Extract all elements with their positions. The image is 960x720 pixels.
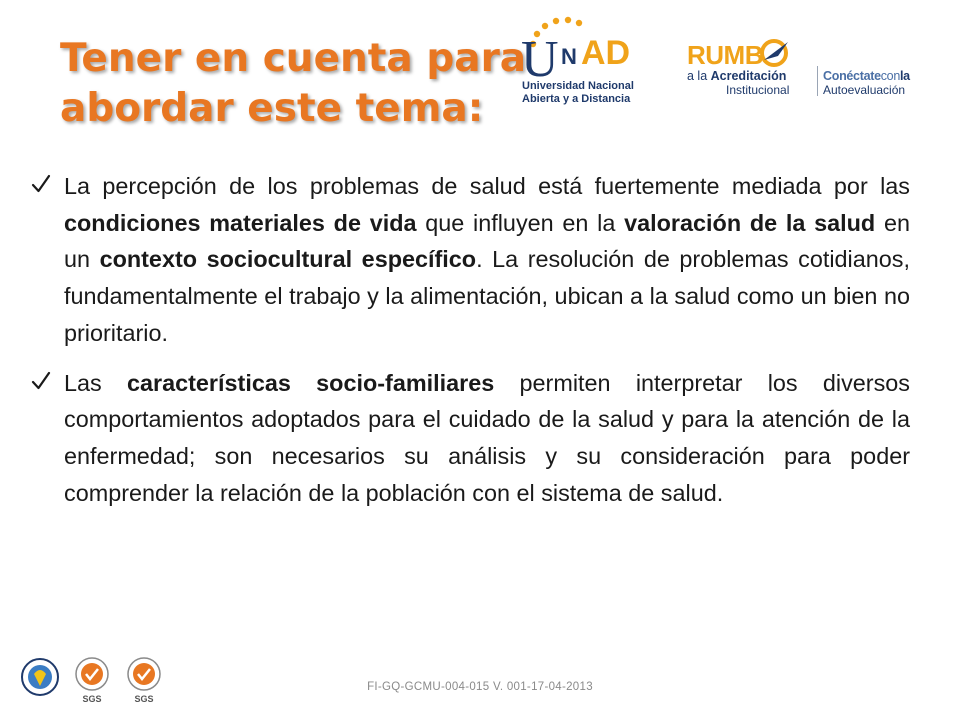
unad-caption-line1: Universidad Nacional [522, 80, 634, 92]
unad-n-letter: N [561, 44, 577, 69]
sgs-label: SGS [82, 694, 102, 704]
bullet-segment: Las [64, 369, 127, 396]
rumbo-compass-icon [758, 36, 792, 68]
bullet-segment: que influyen en la [416, 209, 625, 236]
bullet-emphasis: valoración de la salud [624, 209, 876, 236]
bullet-segment: La percepción de los problemas de salud está fuertemente mediada por las [64, 173, 910, 199]
bullet-emphasis: características socio-familiares [127, 369, 495, 396]
conectate-line1 [823, 69, 910, 83]
footer-document-code: FI-GQ-GCMU-004-015 V. 001-17-04-2013 [367, 681, 593, 693]
bullet-segment: . La resolución de problemas cotidianos, fundamentalmente el trabajo y la alimentación, ubican a la salud como un bien no prioritario. [64, 246, 910, 346]
rumbo-word: RUMB [687, 40, 763, 70]
bullet-list [30, 168, 910, 524]
bullet-segment: permiten interpretar los diversos comportamientos adoptados para el cuidado de la salud y para la atención de la enfermedad; son necesarios su análisis y su consideración para poder comprender la relación de la población con el sistema de salud. [64, 369, 910, 506]
rumbo-divider [817, 66, 818, 96]
conectate-c: la [900, 69, 910, 83]
slide-title-line1: Tener en cuenta para [60, 36, 527, 81]
unad-caption-line2: Abierta y a Distancia [522, 93, 631, 105]
conectate-a: Conéctate [823, 69, 881, 83]
bullet-segment: en un [64, 209, 910, 273]
unad-caption [522, 80, 652, 106]
footer-certification-logos [20, 652, 170, 706]
rumbo-line2: Institucional [726, 83, 790, 97]
bullet-emphasis: condiciones materiales de vida [64, 209, 417, 236]
checkmark-icon [30, 370, 52, 392]
sgs-label: SGS [134, 694, 154, 704]
conectate-line2: Autoevaluación [823, 83, 906, 97]
unad-u-letter: U [521, 31, 559, 88]
conectate-b: con [880, 69, 900, 83]
rumbo-prefix: a la [687, 69, 711, 83]
slide-title-line2: abordar este tema: [60, 86, 484, 131]
bullet-item [30, 168, 910, 352]
slide-title [60, 34, 527, 134]
rumbo-line1 [687, 69, 786, 83]
bullet-item [30, 365, 910, 512]
bullet-text [64, 168, 910, 352]
checkmark-icon [30, 173, 52, 195]
rumbo-bold: Acreditación [710, 69, 787, 83]
bullet-emphasis: contexto sociocultural específico [99, 246, 477, 273]
bullet-text [64, 365, 910, 512]
unad-ad-letters: AD [581, 34, 631, 72]
